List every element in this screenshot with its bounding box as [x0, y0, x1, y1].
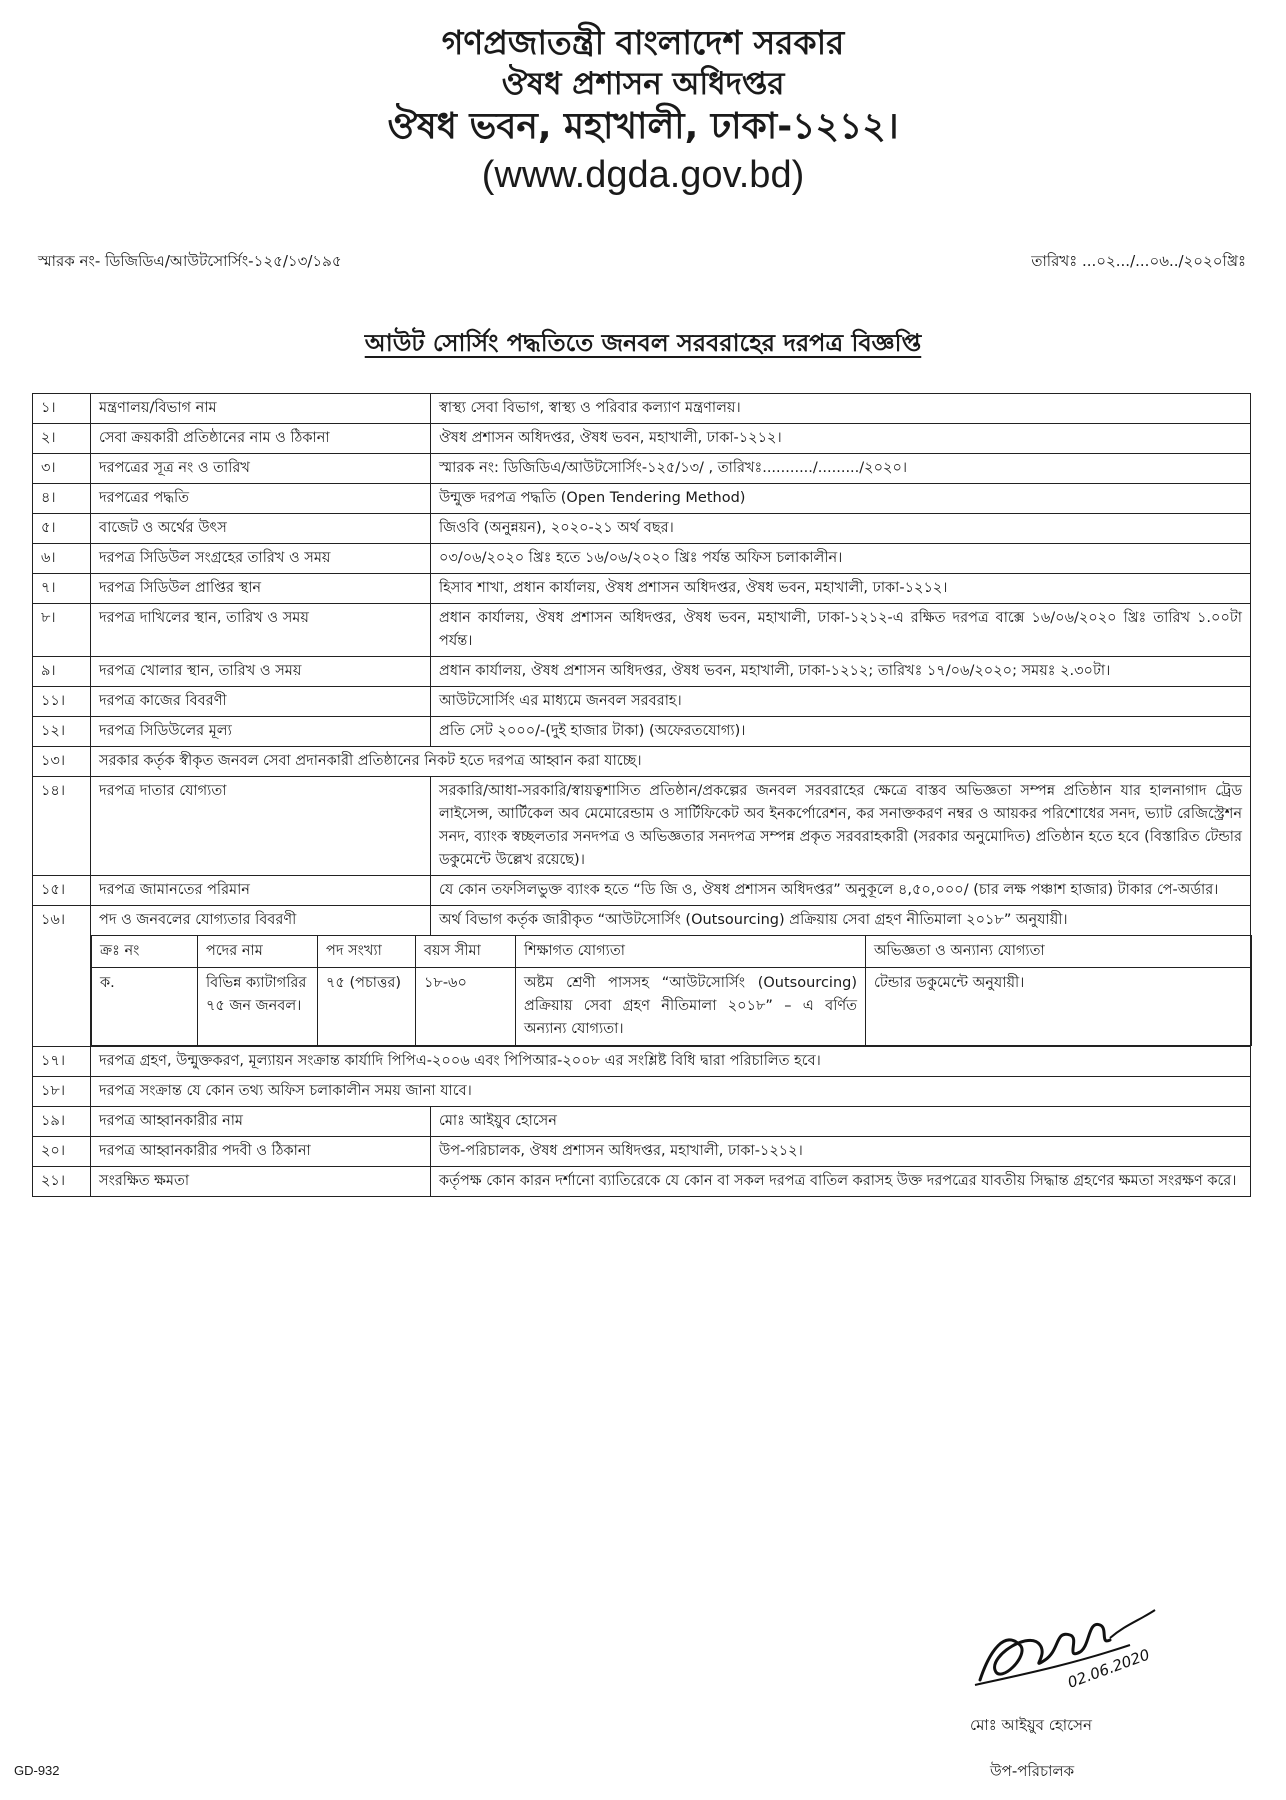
table-row: ১৬। পদ ও জনবলের যোগ্যতার বিবরণী অর্থ বিভাগ কর্তৃক জারীকৃত “আউটসোর্সিং (Outsourcing) প্রক্রিয়ায় সেবা গ্রহণ নীতিমালা ২০১৮” অনুযায়ী। [33, 906, 1251, 936]
post-qualification-table [91, 935, 1252, 1046]
signature-scribble [960, 1590, 1200, 1700]
signatory-designation: উপ-পরিচালক [990, 1762, 1075, 1780]
column-header: শিক্ষাগত যোগ্যতা [516, 936, 866, 968]
table-row [33, 935, 1251, 1047]
column-header: পদ সংখ্যা [318, 936, 416, 968]
table-row: ২০। দরপত্র আহ্বানকারীর পদবী ও ঠিকানা উপ-পরিচালক, ঔষধ প্রশাসন অধিদপ্তর, মহাখালী, ঢাকা-১২১২। [33, 1137, 1251, 1167]
letterhead [0, 22, 1286, 200]
table-row: ১৫। দরপত্র জামানতের পরিমান যে কোন তফসিলভুক্ত ব্যাংক হতে “ডি জি ও, ঔষধ প্রশাসন অধিদপ্তর” অনুকূলে ৪,৫০,০০০/ (চার লক্ষ পঞ্চাশ হাজার) টাকার পে-অর্ডার। [33, 876, 1251, 906]
table-row: ১৩। সরকার কর্তৃক স্বীকৃত জনবল সেবা প্রদানকারী প্রতিষ্ঠানের নিকট হতে দরপত্র আহ্বান করা যাচ্ছে। [33, 747, 1251, 777]
column-header: পদের নাম [198, 936, 318, 968]
signatory-name: মোঃ আইয়ুব হোসেন [970, 1716, 1092, 1734]
issue-date: তারিখঃ ...০২.../...০৬../২০২০খ্রিঃ [1031, 252, 1246, 270]
table-cell: ক. [92, 968, 198, 1046]
table-row: ৬। দরপত্র সিডিউল সংগ্রহের তারিখ ও সময় ০৩/০৬/২০২০ খ্রিঃ হতে ১৬/০৬/২০২০ খ্রিঃ পর্যন্ত অফিস চলাকালীন। [33, 544, 1251, 574]
table-cell: ১৮-৬০ [416, 968, 516, 1046]
table-row: ২। সেবা ক্রয়কারী প্রতিষ্ঠানের নাম ও ঠিকানা ঔষধ প্রশাসন অধিদপ্তর, ঔষধ ভবন, মহাখালী, ঢাকা-১২১২। [33, 424, 1251, 454]
column-header: বয়স সীমা [416, 936, 516, 968]
table-row: ১৭। দরপত্র গ্রহণ, উন্মুক্তকরণ, মূল্যায়ন সংক্রান্ত কার্যাদি পিপিএ-২০০৬ এবং পিপিআর-২০০৮ এর সংশ্লিষ্ট বিধি দ্বারা পরিচালিত হবে। [33, 1047, 1251, 1077]
table-row: ৯। দরপত্র খোলার স্থান, তারিখ ও সময় প্রধান কার্যালয়, ঔষধ প্রশাসন অধিদপ্তর, ঔষধ ভবন, মহাখালী, ঢাকা-১২১২; তারিখঃ ১৭/০৬/২০২০; সময়ঃ ২.৩০টা। [33, 657, 1251, 687]
table-row: ৭। দরপত্র সিডিউল প্রাপ্তির স্থান হিসাব শাখা, প্রধান কার্যালয়, ঔষধ প্রশাসন অধিদপ্তর, ঔষধ ভবন, মহাখালী, ঢাকা-১২১২। [33, 574, 1251, 604]
tender-table [32, 393, 1251, 1197]
government-name: গণপ্রজাতন্ত্রী বাংলাদেশ সরকার [441, 23, 845, 62]
table-row: ১৮। দরপত্র সংক্রান্ত যে কোন তথ্য অফিস চলাকালীন সময় জানা যাবে। [33, 1077, 1251, 1107]
table-row: ১৪। দরপত্র দাতার যোগ্যতা সরকারি/আধা-সরকারি/স্বায়ত্বশাসিত প্রতিষ্ঠান/প্রকল্পের জনবল সরবরাহের ক্ষেত্রে বাস্তব অভিজ্ঞতা সম্পন্ন প্রতিষ্ঠান যার হালনাগাদ ট্রেড লাইসেন্স, আর্টিকেল অব মেমোরেন্ডাম ও সার্টিফিকেট অব ইনকর্পোরেশন, কর সনাক্তকরণ নম্বর ও আয়কর পরিশোধের সনদ, ভ্যাট রেজিস্ট্রেশন সনদ, ব্যাংক স্বচ্ছলতার সনদপত্র ও অভিজ্ঞতার সনদপত্র সম্পন্ন প্রকৃত সরবরাহকারী (সরকার অনুমোদিত) প্রতিষ্ঠান হতে হবে (বিস্তারিত টেন্ডার ডকুমেন্টে উল্লেখ রয়েছে)। [33, 777, 1251, 876]
table-row: ১। মন্ত্রণালয়/বিভাগ নাম স্বাস্থ্য সেবা বিভাগ, স্বাস্থ্য ও পরিবার কল্যাণ মন্ত্রণালয়। [33, 394, 1251, 424]
table-cell: অষ্টম শ্রেণী পাসসহ “আউটসোর্সিং (Outsourcing) প্রক্রিয়ায় সেবা গ্রহণ নীতিমালা ২০১৮” – এ বর্ণিত অন্যান্য যোগ্যতা। [516, 968, 866, 1046]
table-cell: ৭৫ (পচাত্তর) [318, 968, 416, 1046]
signature-date: 02.06.2020 [1065, 1645, 1153, 1692]
table-row: ১২। দরপত্র সিডিউলের মূল্য প্রতি সেট ২০০০/-(দুই হাজার টাকা) (অফেরতযোগ্য)। [33, 717, 1251, 747]
website-link[interactable]: (www.dgda.gov.bd) [481, 154, 805, 196]
office-address: ঔষধ ভবন, মহাখালী, ঢাকা-১২১২। [387, 106, 899, 147]
table-row: ৫। বাজেট ও অর্থের উৎস জিওবি (অনুন্নয়ন), ২০২০-২১ অর্থ বছর। [33, 514, 1251, 544]
table-cell: বিভিন্ন ক্যাটাগরির ৭৫ জন জনবল। [198, 968, 318, 1046]
table-row: ১১। দরপত্র কাজের বিবরণী আউটসোর্সিং এর মাধ্যমে জনবল সরবরাহ। [33, 687, 1251, 717]
table-cell: টেন্ডার ডকুমেন্টে অনুযায়ী। [866, 968, 1252, 1046]
table-row: ৪। দরপত্রের পদ্ধতি উন্মুক্ত দরপত্র পদ্ধতি (Open Tendering Method) [33, 484, 1251, 514]
notice-title: আউট সোর্সিং পদ্ধতিতে জনবল সরবরাহের দরপত্র বিজ্ঞপ্তি [364, 329, 922, 357]
table-row: ২১। সংরক্ষিত ক্ষমতা কর্তৃপক্ষ কোন কারন দর্শানো ব্যাতিরেকে যে কোন বা সকল দরপত্র বাতিল করাসহ উক্ত দরপত্রের যাবতীয় সিদ্ধান্ত গ্রহণের ক্ষমতা সংরক্ষণ করে। [33, 1167, 1251, 1197]
table-row: ১৯। দরপত্র আহ্বানকারীর নাম মোঃ আইয়ুব হোসেন [33, 1107, 1251, 1137]
department-name: ঔষধ প্রশাসন অধিদপ্তর [501, 66, 785, 102]
column-header: ক্রঃ নং [92, 936, 198, 968]
table-header-row [92, 936, 1252, 968]
table-row: ৮। দরপত্র দাখিলের স্থান, তারিখ ও সময় প্রধান কার্যালয়, ঔষধ প্রশাসন অধিদপ্তর, ঔষধ ভবন, মহাখালী, ঢাকা-১২১২-এ রক্ষিত দরপত্র বাক্সে ১৬/০৬/২০২০ খ্রিঃ তারিখ ১.০০টা পর্যন্ত। [33, 604, 1251, 657]
table-row: ৩। দরপত্রের সূত্র নং ও তারিখ স্মারক নং: ডিজিডিএ/আউটসোর্সিং-১২৫/১৩/ , তারিখঃ.........../........./২০২০। [33, 454, 1251, 484]
document-code: GD-932 [14, 1763, 60, 1778]
table-row [92, 968, 1252, 1046]
column-header: অভিজ্ঞতা ও অন্যান্য যোগ্যতা [866, 936, 1252, 968]
memo-number: স্মারক নং- ডিজিডিএ/আউটসোর্সিং-১২৫/১৩/১৯৫ [38, 252, 342, 270]
